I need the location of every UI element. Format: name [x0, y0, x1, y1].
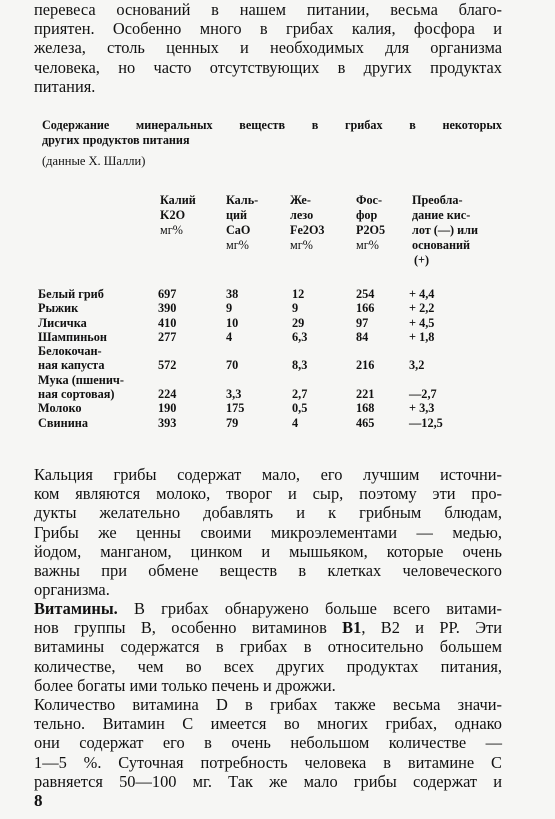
header-phosphorus: Фос- фор P2O5 мг%: [356, 193, 386, 252]
row-name: Свинина: [38, 415, 89, 430]
text-line: приятен. Особенно много в грибах калия, фосфора и: [34, 19, 502, 39]
row-name: Лисичка: [38, 315, 87, 330]
text-line: равняется 50—100 мг. Так же мало грибы содержат и: [34, 771, 502, 791]
cell-iron: [292, 373, 356, 387]
cell-calcium: 4: [226, 329, 233, 344]
cell-iron: 29: [292, 315, 305, 330]
cell-potassium: [158, 344, 226, 358]
text-line: человека, но часто отсутствующих в других продуктах: [34, 57, 502, 77]
vitamins-heading: Витамины.: [34, 599, 118, 618]
text-line: нов группы В, особенно витаминов В1, В2 и PP. Эти: [34, 618, 502, 638]
text-line: питания.: [34, 76, 96, 96]
text-line: они содержат его в очень небольшом количестве —: [34, 733, 502, 753]
text-line: важны при обмене веществ в клетках человеческого: [34, 561, 502, 581]
text-line: йодом, манганом, цинком и мышьяком, которые очень: [34, 541, 502, 561]
cell-balance: —12,5: [409, 415, 443, 430]
cell-balance: 3,2: [409, 358, 425, 373]
cell-potassium: 410: [158, 315, 177, 330]
table-row: [38, 316, 499, 330]
row-name: Мука (пшенич-: [38, 372, 124, 387]
header-calcium: Каль- ций CaO мг%: [226, 193, 259, 252]
text-line: ком являются молоко, творог и сыр, поэтому эти про-: [34, 484, 502, 504]
text-line: дукты желательно добавлять и к грибным блюдам,: [34, 503, 502, 523]
text-line: Кальция грибы содержат мало, его лучшим источни-: [34, 465, 502, 484]
vitamin-d-paragraph: [34, 695, 502, 791]
table-caption: [42, 118, 502, 148]
text-line: Грибы же ценны своими микроэлементами — медью,: [34, 522, 502, 542]
cell-potassium: 697: [158, 287, 177, 301]
cell-calcium: [226, 373, 292, 387]
header-potassium: Калий K2O мг%: [160, 193, 196, 237]
cell-phosphorus: [356, 373, 409, 387]
table-body: [38, 287, 499, 430]
row-name: Шампиньон: [38, 329, 108, 344]
cell-phosphorus: 168: [356, 401, 375, 416]
text-line: 1—5 %. Суточная потребность человека в витамине С: [34, 752, 502, 772]
cell-iron: 2,7: [292, 387, 308, 402]
cell-balance: [409, 373, 499, 387]
text-line: перевеса оснований в нашем питании, весьма благо-: [34, 0, 502, 19]
text-line: тельно. Витамин С имеется во многих грибах, однако: [34, 714, 502, 734]
cell-phosphorus: [356, 344, 409, 358]
minerals-table: [38, 287, 499, 430]
cell-iron: 6,3: [292, 329, 308, 344]
cell-balance: + 3,3: [409, 401, 435, 416]
text-line: Витамины. В грибах обнаружено больше всего витами-: [34, 599, 502, 618]
cell-balance: + 2,2: [409, 301, 435, 316]
text-line: более богаты ими только печень и дрожжи.: [34, 675, 336, 695]
cell-phosphorus: 97: [356, 315, 369, 330]
table-row: [38, 358, 499, 372]
cell-phosphorus: 254: [356, 287, 375, 301]
cell-potassium: [158, 373, 226, 387]
cell-iron: 0,5: [292, 401, 308, 416]
table-row: [38, 416, 499, 430]
table-row: [38, 344, 499, 358]
cell-calcium: 9: [226, 301, 233, 316]
cell-iron: 4: [292, 415, 299, 430]
cell-phosphorus: 216: [356, 358, 375, 373]
intro-paragraph: [34, 0, 502, 96]
cell-potassium: 277: [158, 329, 177, 344]
cell-calcium: 175: [226, 401, 245, 416]
row-name: Молоко: [38, 401, 82, 416]
text-line: количестве, чем во всех других продуктах питания,: [34, 656, 502, 676]
cell-iron: [292, 344, 356, 358]
cell-iron: 8,3: [292, 358, 308, 373]
cell-potassium: 190: [158, 401, 177, 416]
cell-balance: [409, 344, 499, 358]
row-name: ная сортовая): [38, 387, 115, 402]
table-row: [38, 287, 499, 301]
text-line: Количество витамина D в грибах также весьма значи-: [34, 695, 502, 714]
cell-iron: 9: [292, 301, 299, 316]
page-number: 8: [34, 791, 43, 810]
text-line: организма.: [34, 580, 110, 600]
text-line: витамины содержатся в грибах в относительно большем: [34, 637, 502, 657]
cell-balance: —2,7: [409, 387, 437, 402]
cell-potassium: 390: [158, 301, 177, 316]
row-name: Рыжик: [38, 301, 79, 316]
table-source: (данные Х. Шалли): [42, 154, 146, 168]
cell-iron: 12: [292, 287, 305, 301]
cell-balance: + 1,8: [409, 329, 435, 344]
table-row: [38, 401, 499, 415]
header-balance: Преобла- дание кис- лот (—) или оснований (+): [412, 193, 479, 267]
table-row: [38, 373, 499, 387]
cell-calcium: 79: [226, 415, 239, 430]
cell-phosphorus: 465: [356, 415, 375, 430]
table-row: [38, 330, 499, 344]
header-iron: Же- лезо Fe2O3 мг%: [290, 193, 325, 252]
caption-line: других продуктов питания: [42, 133, 190, 147]
row-name: Белокочан-: [38, 344, 102, 359]
cell-potassium: 224: [158, 387, 177, 402]
cell-potassium: 572: [158, 358, 177, 373]
cell-phosphorus: 84: [356, 329, 369, 344]
cell-calcium: 70: [226, 358, 239, 373]
caption-line: Содержание минеральных веществ в грибах в некоторых: [42, 118, 502, 132]
cell-calcium: [226, 344, 292, 358]
cell-calcium: 3,3: [226, 387, 242, 402]
cell-balance: + 4,5: [409, 315, 435, 330]
row-name: ная капуста: [38, 358, 105, 373]
table-row: [38, 387, 499, 401]
cell-balance: + 4,4: [409, 287, 435, 301]
text-line: железа, столь ценных и необходимых для организма: [34, 38, 502, 58]
vitamins-paragraph: [34, 599, 502, 695]
table-row: [38, 301, 499, 315]
cell-potassium: 393: [158, 415, 177, 430]
cell-calcium: 38: [226, 287, 239, 301]
cell-phosphorus: 166: [356, 301, 375, 316]
calcium-paragraph: [34, 465, 502, 599]
cell-phosphorus: 221: [356, 387, 375, 402]
row-name: Белый гриб: [38, 287, 104, 301]
cell-calcium: 10: [226, 315, 239, 330]
